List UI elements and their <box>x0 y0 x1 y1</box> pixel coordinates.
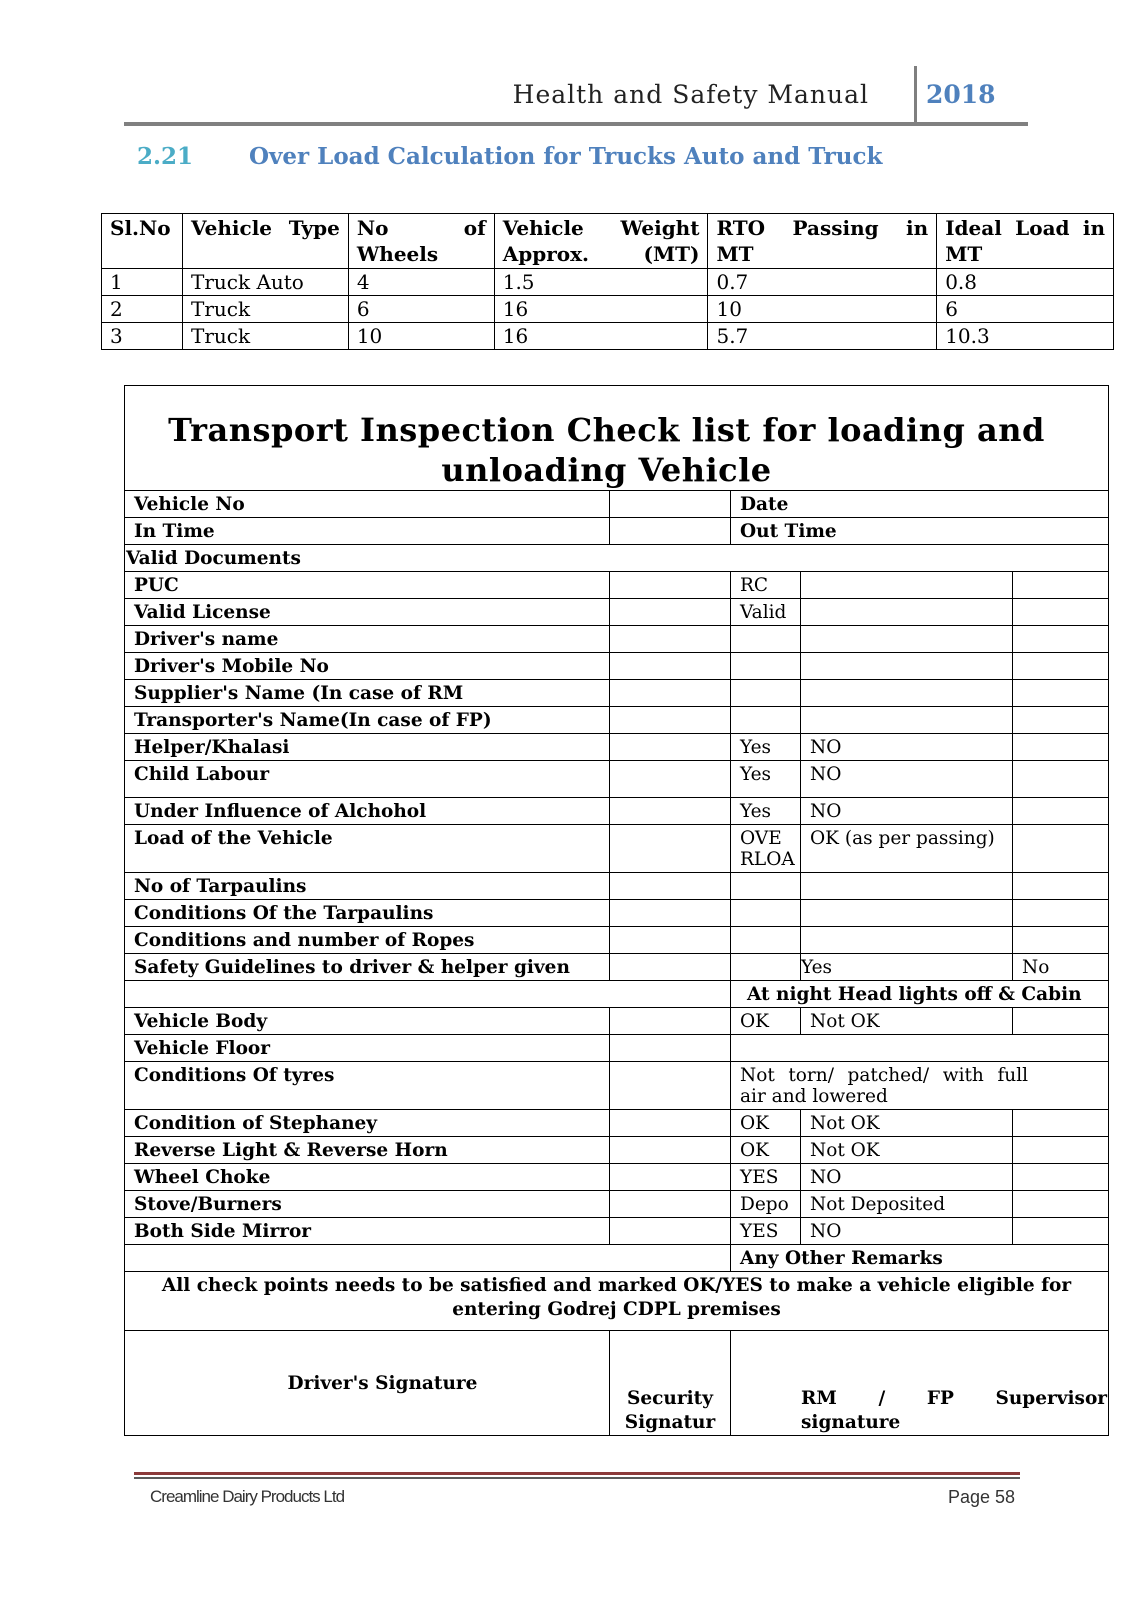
checklist-row <box>125 798 1109 825</box>
alcohol-no-option[interactable]: NO <box>801 798 1013 825</box>
vehicle-floor-label: Vehicle Floor <box>125 1035 610 1062</box>
out-time-label: Out Time <box>731 518 1109 545</box>
mirror-field[interactable] <box>610 1218 731 1245</box>
checklist-row <box>125 572 1109 599</box>
valid-license-field[interactable] <box>610 599 731 626</box>
section-title: Over Load Calculation for Trucks Auto and Truck <box>249 143 883 170</box>
overload-table <box>101 213 1114 350</box>
puc-label: PUC <box>125 572 610 599</box>
table-row <box>102 269 1114 296</box>
mirror-label: Both Side Mirror <box>125 1218 610 1245</box>
date-label: Date <box>731 491 1109 518</box>
tarpaulins-cond-label: Conditions Of the Tarpaulins <box>125 900 610 927</box>
checklist-row <box>125 1137 1109 1164</box>
table-cell: 6 <box>937 296 1114 323</box>
tyres-label: Conditions Of tyres <box>125 1062 610 1110</box>
eligibility-note: All check points needs to be satisfied and marked OK/YES to make a vehicle eligible for entering Godrej CDPL premises <box>125 1272 1109 1331</box>
vehicle-floor-field[interactable] <box>610 1035 731 1062</box>
footer-rule-secondary <box>134 1477 1020 1479</box>
suppliers-name-field[interactable] <box>610 680 731 707</box>
driver-signature[interactable] <box>125 1331 610 1436</box>
vehicle-body-label: Vehicle Body <box>125 1008 610 1035</box>
checklist-row <box>125 518 1109 545</box>
col-header: Ideal Load in MT <box>937 214 1114 269</box>
load-field[interactable] <box>610 825 731 873</box>
tyres-field[interactable] <box>610 1062 731 1110</box>
col-header: Vehicle Weight Approx. (MT) <box>494 214 708 269</box>
table-cell: 0.7 <box>708 269 937 296</box>
vehicle-no-field[interactable] <box>610 491 731 518</box>
reverse-field[interactable] <box>610 1137 731 1164</box>
table-cell: 0.8 <box>937 269 1114 296</box>
footer-company: Creamline Dairy Products Ltd <box>150 1487 345 1506</box>
stove-field[interactable] <box>610 1191 731 1218</box>
mirror-no-option[interactable]: NO <box>801 1218 1013 1245</box>
table-cell: Truck Auto <box>182 269 348 296</box>
valid-documents-heading: Valid Documents <box>125 545 1109 572</box>
overload-option[interactable]: OVE RLOA <box>731 825 801 873</box>
tyres-note: Not torn/ patched/ with full air and lowered <box>731 1062 1109 1110</box>
valid-license-label: Valid License <box>125 599 610 626</box>
supervisor-signature-label: RM / FP Supervisor signature <box>801 1388 1108 1433</box>
table-cell: 10 <box>708 296 937 323</box>
table-row <box>102 323 1114 350</box>
wheel-choke-field[interactable] <box>610 1164 731 1191</box>
safety-yes-option[interactable]: Yes <box>801 954 1013 981</box>
checklist-row <box>125 1218 1109 1245</box>
stove-depo-option[interactable]: Depo <box>731 1191 801 1218</box>
tarpaulins-cond-field[interactable] <box>610 900 731 927</box>
table-cell: 4 <box>348 269 494 296</box>
safety-guidelines-label: Safety Guidelines to driver & helper given <box>125 954 610 981</box>
alcohol-yes-option[interactable]: Yes <box>731 798 801 825</box>
footer-rule <box>134 1472 1020 1475</box>
rc-extra-field[interactable] <box>1013 572 1109 599</box>
vehicle-body-not-ok-option[interactable]: Not OK <box>801 1008 1013 1035</box>
valid-label: Valid <box>731 599 801 626</box>
transporters-name-field[interactable] <box>610 707 731 734</box>
driver-signature-label: Driver's Signature <box>287 1373 478 1394</box>
security-signature-label: Security Signatur <box>624 1388 716 1433</box>
manual-title: Health and Safety Manual <box>512 80 869 109</box>
load-label: Load of the Vehicle <box>125 825 610 873</box>
checklist-row <box>125 873 1109 900</box>
table-header-row <box>102 214 1114 269</box>
header-rule <box>124 122 1028 126</box>
helper-label: Helper/Khalasi <box>125 734 610 761</box>
checklist-title: Transport Inspection Check list for loading and unloading Vehicle <box>125 386 1109 491</box>
rc-field[interactable] <box>801 572 1013 599</box>
tarpaulins-no-field[interactable] <box>610 873 731 900</box>
checklist-row <box>125 653 1109 680</box>
stephaney-not-ok-option[interactable]: Not OK <box>801 1110 1013 1137</box>
child-labour-label: Child Labour <box>125 761 610 798</box>
safety-guidelines-field[interactable] <box>610 954 731 981</box>
col-header: RTO Passing in MT <box>708 214 937 269</box>
helper-yes-option[interactable]: Yes <box>731 734 801 761</box>
checklist-row <box>125 1164 1109 1191</box>
reverse-not-ok-option[interactable]: Not OK <box>801 1137 1013 1164</box>
safety-no-option[interactable]: No <box>1013 954 1109 981</box>
checklist-row <box>125 707 1109 734</box>
checklist-row <box>125 927 1109 954</box>
ok-passing-option[interactable]: OK (as per passing) <box>801 825 1013 873</box>
manual-year: 2018 <box>926 80 996 109</box>
checklist-row <box>125 734 1109 761</box>
stove-label: Stove/Burners <box>125 1191 610 1218</box>
table-cell: 10.3 <box>937 323 1114 350</box>
drivers-name-label: Driver's name <box>125 626 610 653</box>
section-number: 2.21 <box>137 143 194 170</box>
stephaney-field[interactable] <box>610 1110 731 1137</box>
valid-field[interactable] <box>801 599 1013 626</box>
checklist-row <box>125 981 1109 1008</box>
col-header: Vehicle Type <box>182 214 348 269</box>
vehicle-no-label: Vehicle No <box>125 491 610 518</box>
table-cell: 16 <box>494 296 708 323</box>
checklist-row <box>125 626 1109 653</box>
checklist-row <box>125 1110 1109 1137</box>
table-cell: 1 <box>102 269 183 296</box>
table-cell: 2 <box>102 296 183 323</box>
reverse-ok-option[interactable]: OK <box>731 1137 801 1164</box>
checklist-title-row <box>125 386 1109 491</box>
checklist-row <box>125 900 1109 927</box>
table-cell: 16 <box>494 323 708 350</box>
table-cell: 6 <box>348 296 494 323</box>
table-cell: 5.7 <box>708 323 937 350</box>
checklist-row <box>125 1272 1109 1331</box>
reverse-label: Reverse Light & Reverse Horn <box>125 1137 610 1164</box>
table-cell: 3 <box>102 323 183 350</box>
wheel-choke-yes-option[interactable]: YES <box>731 1164 801 1191</box>
child-labour-field[interactable] <box>610 761 731 798</box>
security-signature[interactable] <box>610 1331 731 1436</box>
transporters-name-label: Transporter's Name(In case of FP) <box>125 707 610 734</box>
alcohol-field[interactable] <box>610 798 731 825</box>
ropes-label: Conditions and number of Ropes <box>125 927 610 954</box>
child-labour-yes-option[interactable]: Yes <box>731 761 801 798</box>
wheel-choke-no-option[interactable]: NO <box>801 1164 1013 1191</box>
ropes-field[interactable] <box>610 927 731 954</box>
checklist-row <box>125 545 1109 572</box>
checklist-row <box>125 954 1109 981</box>
child-labour-no-option[interactable]: NO <box>801 761 1013 798</box>
checklist-row <box>125 1035 1109 1062</box>
stephaney-ok-option[interactable]: OK <box>731 1110 801 1137</box>
stove-not-deposited-option[interactable]: Not Deposited <box>801 1191 1013 1218</box>
table-cell: 1.5 <box>494 269 708 296</box>
vehicle-body-field[interactable] <box>610 1008 731 1035</box>
checklist-row <box>125 1008 1109 1035</box>
drivers-mobile-label: Driver's Mobile No <box>125 653 610 680</box>
header-divider <box>914 66 917 123</box>
wheel-choke-label: Wheel Choke <box>125 1164 610 1191</box>
in-time-field[interactable] <box>610 518 731 545</box>
inspection-checklist <box>124 385 1109 1436</box>
checklist-row <box>125 491 1109 518</box>
checklist-row <box>125 1062 1109 1110</box>
in-time-label: In Time <box>125 518 610 545</box>
helper-field[interactable] <box>610 734 731 761</box>
helper-no-option[interactable]: NO <box>801 734 1013 761</box>
vehicle-body-ok-option[interactable]: OK <box>731 1008 801 1035</box>
supervisor-signature[interactable] <box>731 1331 1109 1436</box>
night-lights-label: At night Head lights off & Cabin <box>731 981 1109 1008</box>
alcohol-label: Under Influence of Alchohol <box>125 798 610 825</box>
checklist-row <box>125 1245 1109 1272</box>
table-cell: Truck <box>182 296 348 323</box>
col-header: Sl.No <box>102 214 183 269</box>
page-number: Page 58 <box>948 1487 1016 1507</box>
stephaney-label: Condition of Stephaney <box>125 1110 610 1137</box>
checklist-row <box>125 1191 1109 1218</box>
checklist-row <box>125 825 1109 873</box>
drivers-mobile-field[interactable] <box>610 653 731 680</box>
table-cell: 10 <box>348 323 494 350</box>
puc-field[interactable] <box>610 572 731 599</box>
signature-row <box>125 1331 1109 1436</box>
checklist-row <box>125 680 1109 707</box>
col-header: No of Wheels <box>348 214 494 269</box>
table-row <box>102 296 1114 323</box>
remarks-label: Any Other Remarks <box>731 1245 1109 1272</box>
drivers-name-field[interactable] <box>610 626 731 653</box>
suppliers-name-label: Supplier's Name (In case of RM <box>125 680 610 707</box>
valid-extra-field[interactable] <box>1013 599 1109 626</box>
tarpaulins-no-label: No of Tarpaulins <box>125 873 610 900</box>
table-cell: Truck <box>182 323 348 350</box>
checklist-row <box>125 761 1109 798</box>
mirror-yes-option[interactable]: YES <box>731 1218 801 1245</box>
rc-label: RC <box>731 572 801 599</box>
checklist-row <box>125 599 1109 626</box>
